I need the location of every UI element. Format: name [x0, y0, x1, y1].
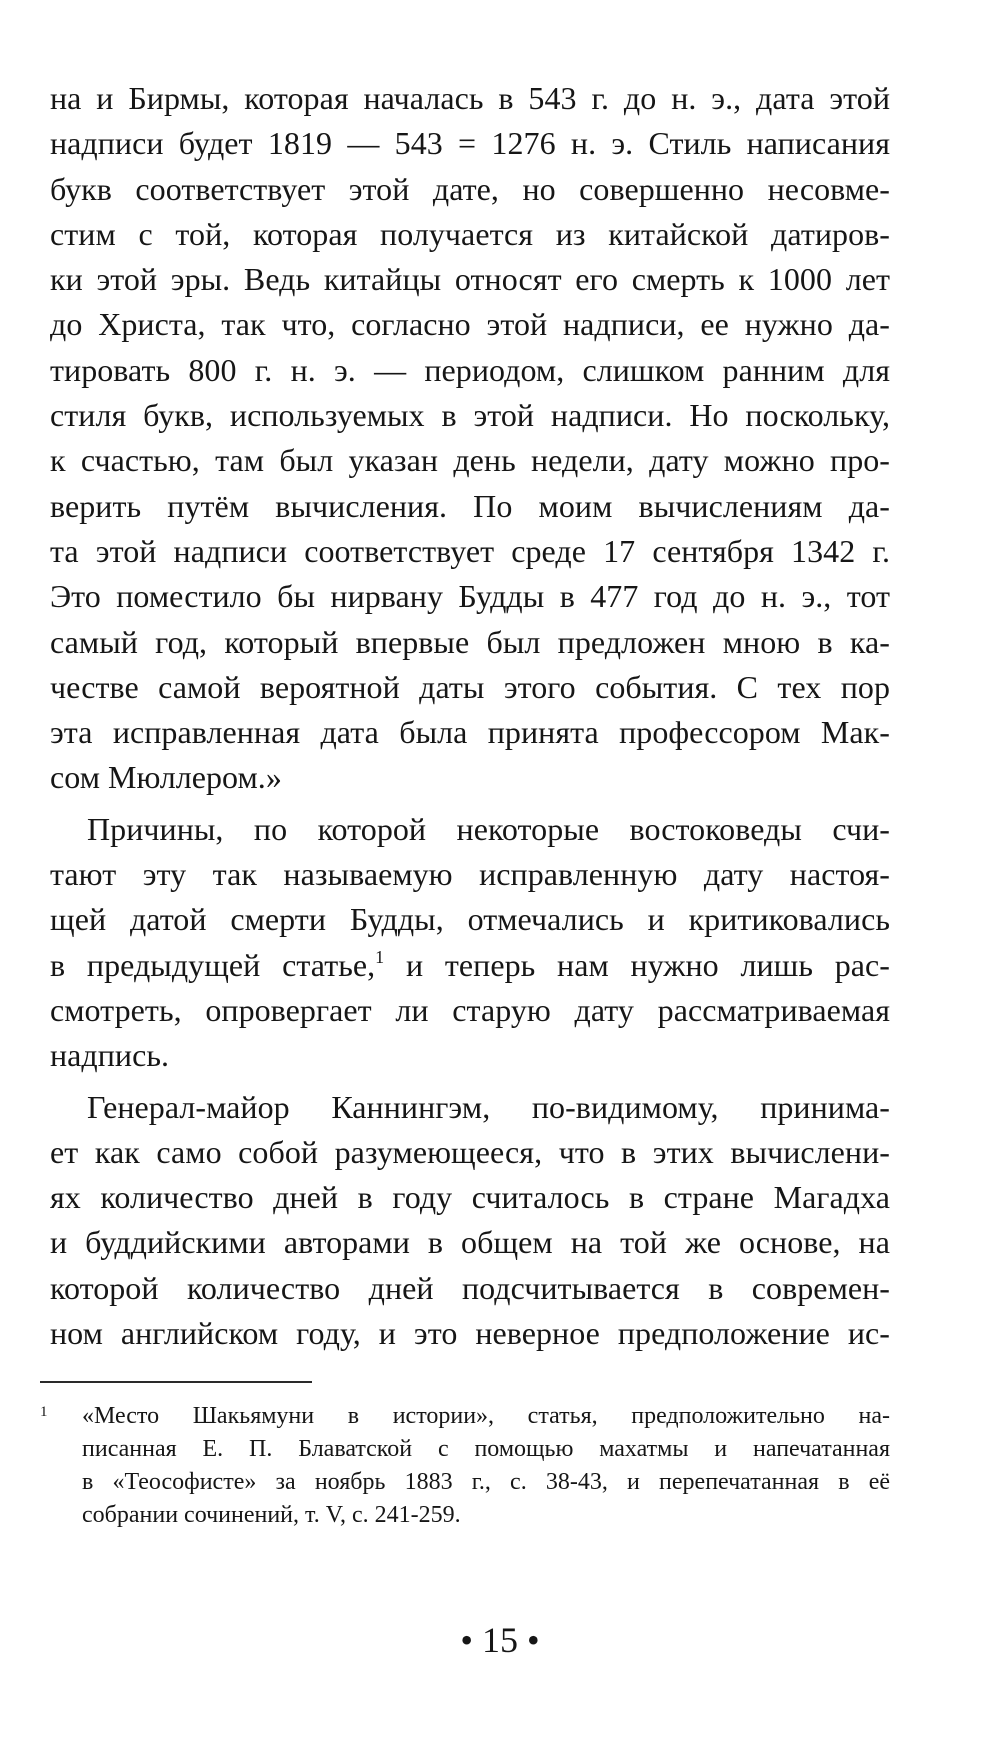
paragraph-3 [50, 1085, 890, 1357]
footnote-marker: 1 [40, 1404, 48, 1420]
text-line: ях количество дней в году считалось в стране Магадха [50, 1179, 890, 1216]
text-line: ет как само собой разумеющееся, что в этих вычислени- [50, 1133, 890, 1170]
text-line: и буддийскими авторами в общем на той же основе, на [50, 1224, 890, 1261]
text-line: надписи будет 1819 — 543 = 1276 н. э. Стиль написания [50, 125, 890, 162]
text-line: надпись. [50, 1037, 170, 1074]
text-line: на и Бирмы, которая началась в 543 г. до н. э., дата этой [50, 80, 890, 116]
text-line: Это поместило бы нирвану Будды в 477 год до н. э., тот [50, 578, 890, 615]
text-line: верить путём вычисления. По моим вычислениям да- [50, 487, 890, 524]
footnote [40, 1400, 890, 1532]
text-line: сом Мюллером.» [50, 759, 282, 796]
text-line: к счастью, там был указан день недели, дату можно про- [50, 442, 890, 479]
page-number: • 15 • [460, 1620, 540, 1660]
footnote-divider [40, 1381, 312, 1383]
text-line: букв соответствует этой дате, но совершенно несовме- [50, 170, 890, 207]
paragraph-1 [50, 76, 890, 801]
text-line-with-footnote-ref [50, 943, 890, 988]
text-line: тают эту так называемую исправленную дату настоя- [50, 856, 890, 893]
text-line: смотреть, опровергает ли старую дату рассматриваемая [50, 991, 890, 1028]
text-line: тировать 800 г. н. э. — периодом, слишком ранним для [50, 351, 890, 388]
text-line: Генерал-майор Каннингэм, по-видимому, принима- [87, 1088, 890, 1125]
footnote-line: в «Теософисте» за ноябрь 1883 г., с. 38-43, и перепечатанная в её [82, 1469, 890, 1495]
paragraph-2 [50, 807, 890, 1079]
text-line: стиля букв, используемых в этой надписи. Но поскольку, [50, 397, 890, 434]
main-text [50, 76, 890, 1356]
text-line: которой количество дней подсчитывается в современ- [50, 1269, 890, 1306]
text-line: та этой надписи соответствует среде 17 сентября 1342 г. [50, 532, 890, 569]
text-line: щей датой смерти Будды, отмечались и критиковались [50, 901, 890, 938]
text-line: Причины, по которой некоторые востоковеды счи- [87, 810, 890, 847]
text-line: честве самой вероятной даты этого события. С тех пор [50, 668, 890, 705]
text-line: ном английском году, и это неверное предположение ис- [50, 1315, 890, 1352]
text-segment: в предыдущей статье, [50, 946, 376, 983]
footnote-reference: 1 [375, 946, 385, 967]
footnote-line: «Место Шакьямуни в истории», статья, предположительно на- [82, 1403, 890, 1429]
footnote-line: собрании сочинений, т. V, с. 241-259. [82, 1502, 461, 1528]
text-line: до Христа, так что, согласно этой надписи, ее нужно да- [50, 306, 890, 343]
footnote-line: писанная Е. П. Блаватской с помощью махатмы и напечатанная [82, 1436, 890, 1462]
footnote-text [82, 1400, 890, 1532]
text-line: самый год, который впервые был предложен мною в ка- [50, 623, 890, 660]
text-line: ки этой эры. Ведь китайцы относят его смерть к 1000 лет [50, 261, 890, 298]
text-line: эта исправленная дата была принята профессором Мак- [50, 714, 890, 751]
text-segment: и теперь нам нужно лишь рас- [384, 946, 890, 983]
text-line: стим с той, которая получается из китайской датиров- [50, 215, 890, 252]
